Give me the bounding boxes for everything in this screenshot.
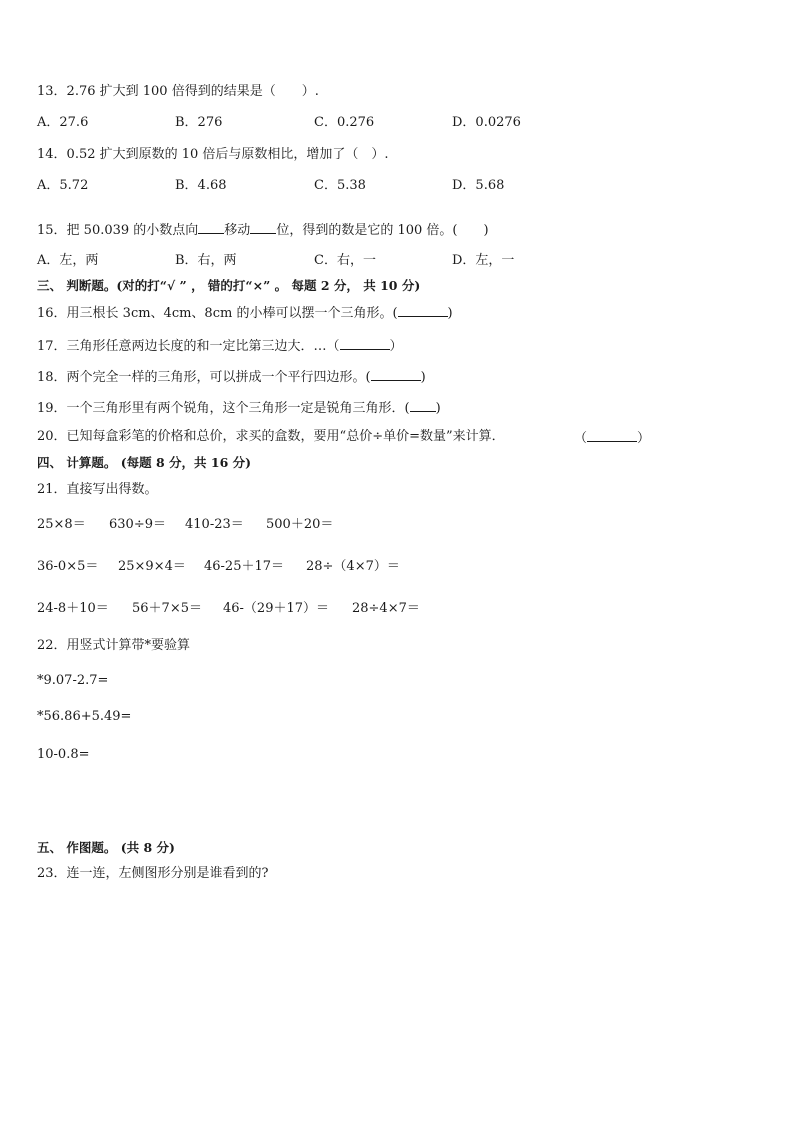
- question-20-stem: 20．已知每盒彩笔的价格和总价，求买的盒数，要用“总价÷单价=数量”来计算．: [37, 429, 505, 444]
- q19-stem: 19．一个三角形里有两个锐角，这个三角形一定是锐角三角形．(: [37, 401, 410, 416]
- q15-stem-part-1: 15．把 50.039 的小数点向: [37, 223, 199, 238]
- q15-option-b: B．右，两: [175, 253, 237, 268]
- q14-option-b: B．4.68: [175, 178, 227, 193]
- question-22-stem: 22．用竖式计算带*要验算: [37, 638, 191, 653]
- calc-item: 500＋20＝: [266, 517, 334, 532]
- q14-option-d: D．5.68: [452, 178, 505, 193]
- question-21-stem: 21．直接写出得数。: [37, 482, 158, 497]
- q15-option-c: C．右，一: [314, 253, 376, 268]
- question-16: [37, 304, 453, 322]
- calc-item: 24-8＋10＝: [37, 601, 109, 616]
- q18-close: ): [420, 370, 426, 385]
- q13-option-c: C．0.276: [314, 115, 375, 130]
- calc-item: 36-0×5＝: [37, 559, 99, 574]
- q20-open: （: [574, 431, 588, 446]
- q15-option-a: A．左，两: [37, 253, 99, 268]
- q13-option-a: A．27.6: [37, 115, 89, 130]
- calc-item: 56＋7×5＝: [132, 601, 202, 616]
- q13-option-d: D．0.0276: [452, 115, 521, 130]
- q16-stem: 16．用三根长 3cm、4cm、8cm 的小棒可以摆一个三角形。(: [37, 306, 398, 321]
- q19-close: ): [435, 401, 441, 416]
- question-23-stem: 23．连一连，左侧图形分别是谁看到的?: [37, 866, 269, 881]
- calc-item: 46-（29＋17）＝: [223, 601, 330, 616]
- calc-item: 28÷（4×7）＝: [306, 559, 400, 574]
- q19-answer-blank: [410, 399, 436, 412]
- question-14-stem: 14．0.52 扩大到原数的 10 倍后与原数相比，增加了（ ）.: [37, 147, 389, 162]
- question-18: [37, 368, 426, 386]
- q15-blank-places: [250, 221, 276, 234]
- q17-stem: 17．三角形任意两边长度的和一定比第三边大．…（: [37, 339, 340, 354]
- q18-answer-blank: [371, 368, 421, 381]
- q16-close: ): [447, 306, 453, 321]
- q15-stem-part-3: 位，得到的数是它的 100 倍。( ): [276, 223, 489, 238]
- q20-answer-blank: [587, 429, 637, 442]
- question-19: [37, 399, 441, 417]
- calc-item: 28÷4×7＝: [352, 601, 420, 616]
- question-17: [37, 337, 403, 355]
- question-13-stem: 13．2.76 扩大到 100 倍得到的结果是（ ）.: [37, 84, 319, 99]
- section-3-heading: 三、 判断题。(对的打“√ ” ， 错的打“×” 。 每题 2 分， 共 10 分): [37, 278, 421, 293]
- q15-blank-direction: [198, 221, 224, 234]
- calc-item: 46-25＋17＝: [204, 559, 285, 574]
- q14-option-c: C．5.38: [314, 178, 366, 193]
- calc-item: 630÷9＝: [109, 517, 166, 532]
- q13-option-b: B．276: [175, 115, 223, 130]
- q17-close: ）: [389, 339, 403, 354]
- q14-option-a: A．5.72: [37, 178, 89, 193]
- q20-answer: [574, 429, 650, 447]
- calc-item: 25×9×4＝: [118, 559, 186, 574]
- q20-close: ）: [637, 431, 651, 446]
- vertical-calc-item: *9.07-2.7=: [37, 673, 109, 688]
- q17-answer-blank: [340, 337, 390, 350]
- calc-item: 410-23＝: [185, 517, 244, 532]
- question-15-stem: [37, 221, 489, 239]
- vertical-calc-item: 10-0.8=: [37, 747, 90, 762]
- section-5-heading: 五、 作图题。 (共 8 分): [37, 840, 175, 855]
- q15-stem-part-2: 移动: [224, 223, 251, 238]
- q15-option-d: D．左，一: [452, 253, 515, 268]
- section-4-heading: 四、 计算题。 (每题 8 分，共 16 分): [37, 455, 252, 470]
- calc-item: 25×8＝: [37, 517, 86, 532]
- q16-answer-blank: [398, 304, 448, 317]
- vertical-calc-item: *56.86+5.49=: [37, 709, 132, 724]
- q18-stem: 18．两个完全一样的三角形，可以拼成一个平行四边形。(: [37, 370, 371, 385]
